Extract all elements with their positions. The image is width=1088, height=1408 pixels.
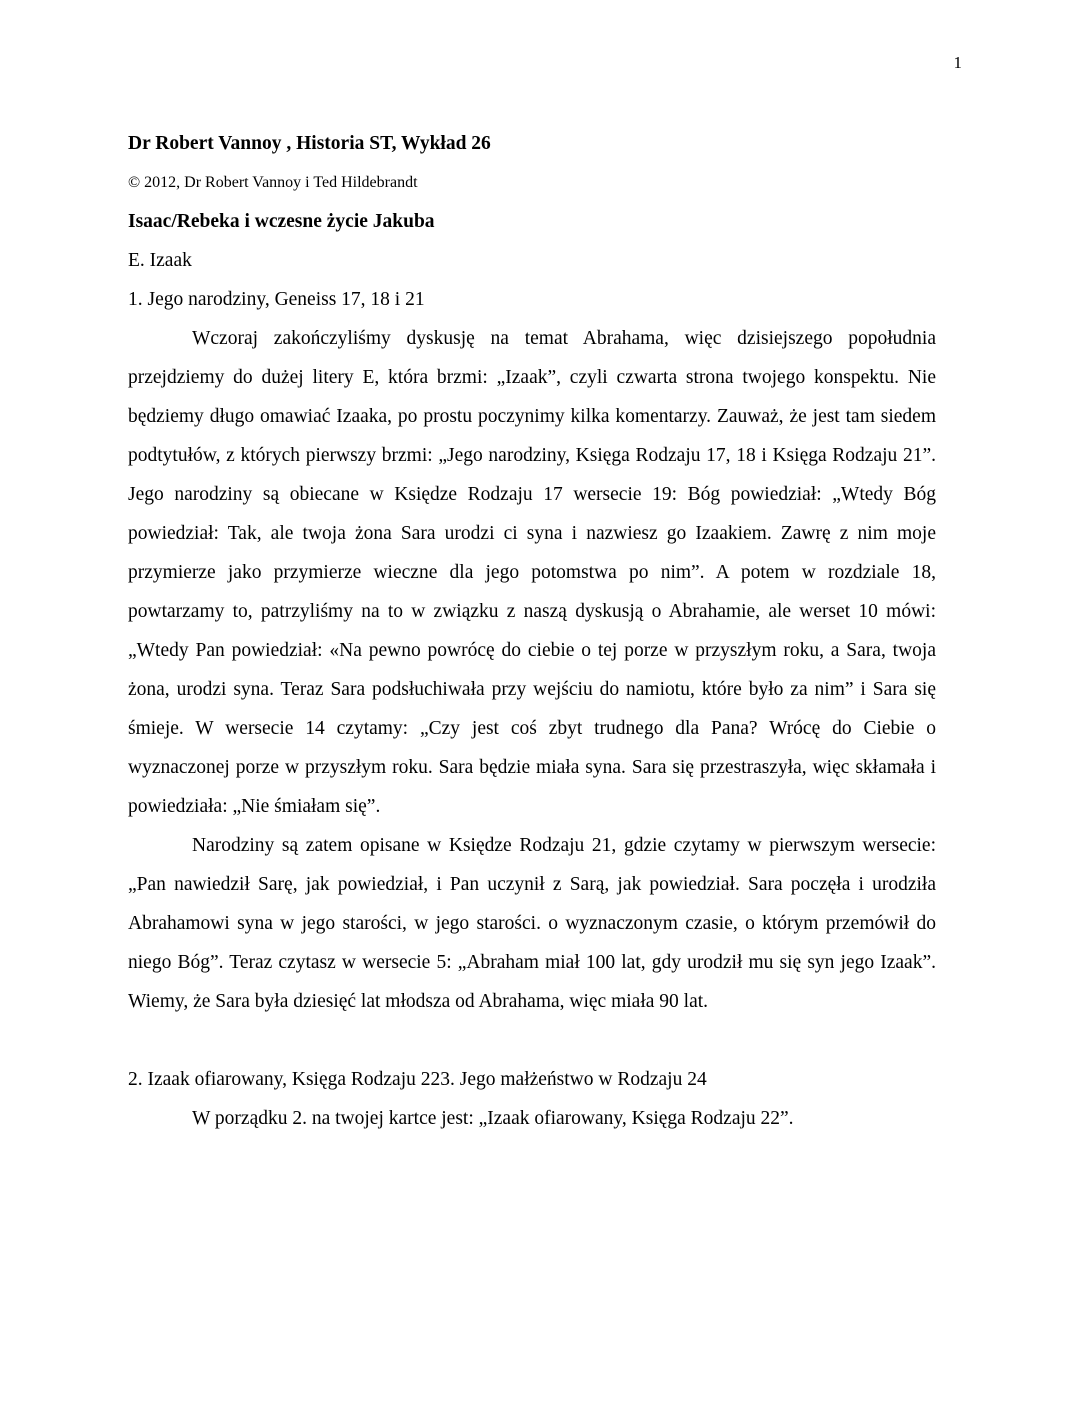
subsection-heading-2: 2. Izaak ofiarowany, Księga Rodzaju 223. Jego małżeństwo w Rodzaju 24	[128, 1069, 707, 1090]
paragraph-1: Wczoraj zakończyliśmy dyskusję na temat Abrahama, więc dzisiejszego popołudnia przejdziemy do dużej litery E, która brzmi: „Izaak”, czyli czwarta strona twojego konspektu. Nie będziemy długo omawiać Izaaka, po prostu poczynimy kilka komentarzy. Zauważ, że jest tam siedem podtytułów, z których pierwszy brzmi: „Jego narodziny, Księga Rodzaju 17, 18 i Księga Rodzaju 21”. Jego narodziny są obiecane w Księdze Rodzaju 17 wersecie 19: Bóg powiedział: „Wtedy Bóg powiedział: Tak, ale twoja żona Sara urodzi ci syna i nazwiesz go Izaakiem. Zawrę z nim moje przymierze jako przymierze wieczne dla jego potomstwa po nim”. A potem w rozdziale 18, powtarzamy to, patrzyliśmy na to w związku z naszą dyskusją o Abrahamie, ale werset 10 mówi: „Wtedy Pan powiedział: «Na pewno powrócę do ciebie o tej porze w przyszłym roku, a Sara, twoja żona, urodzi syna. Teraz Sara podsłuchiwała przy wejściu do namiotu, które było za nim” i Sara się śmieje. W wersecie 14 czytamy: „Czy jest coś zbyt trudnego dla Pana? Wrócę do Ciebie o wyznaczonej porze w przyszłym roku. Sara będzie miała syna. Sara się przestraszyła, więc skłamała i powiedziała: „Nie śmiałam się”.	[128, 328, 936, 817]
doc-title: Dr Robert Vannoy , Historia ST, Wykład 26	[128, 133, 491, 154]
paragraph-3: W porządku 2. na twojej kartce jest: „Izaak ofiarowany, Księga Rodzaju 22”.	[192, 1108, 794, 1129]
page-number: 1	[953, 53, 962, 72]
copyright-line: © 2012, Dr Robert Vannoy i Ted Hildebrandt	[128, 174, 418, 191]
section-heading-e: E. Izaak	[128, 250, 192, 271]
document-content	[128, 124, 936, 1138]
subsection-heading-1: 1. Jego narodziny, Geneiss 17, 18 i 21	[128, 289, 425, 310]
paragraph-2: Narodziny są zatem opisane w Księdze Rodzaju 21, gdzie czytamy w pierwszym wersecie: „Pan nawiedził Sarę, jak powiedział, i Pan uczynił z Sarą, jak powiedział. Sara poczęła i urodziła Abrahamowi syna w jego starości, w jego starości. o wyznaczonym czasie, o którym przemówił do niego Bóg”. Teraz czytasz w wersecie 5: „Abraham miał 100 lat, gdy urodził mu się syn jego Izaak”. Wiemy, że Sara była dziesięć lat młodsza od Abrahama, więc miała 90 lat.	[128, 835, 936, 1012]
doc-subtitle: Isaac/Rebeka i wczesne życie Jakuba	[128, 211, 435, 232]
